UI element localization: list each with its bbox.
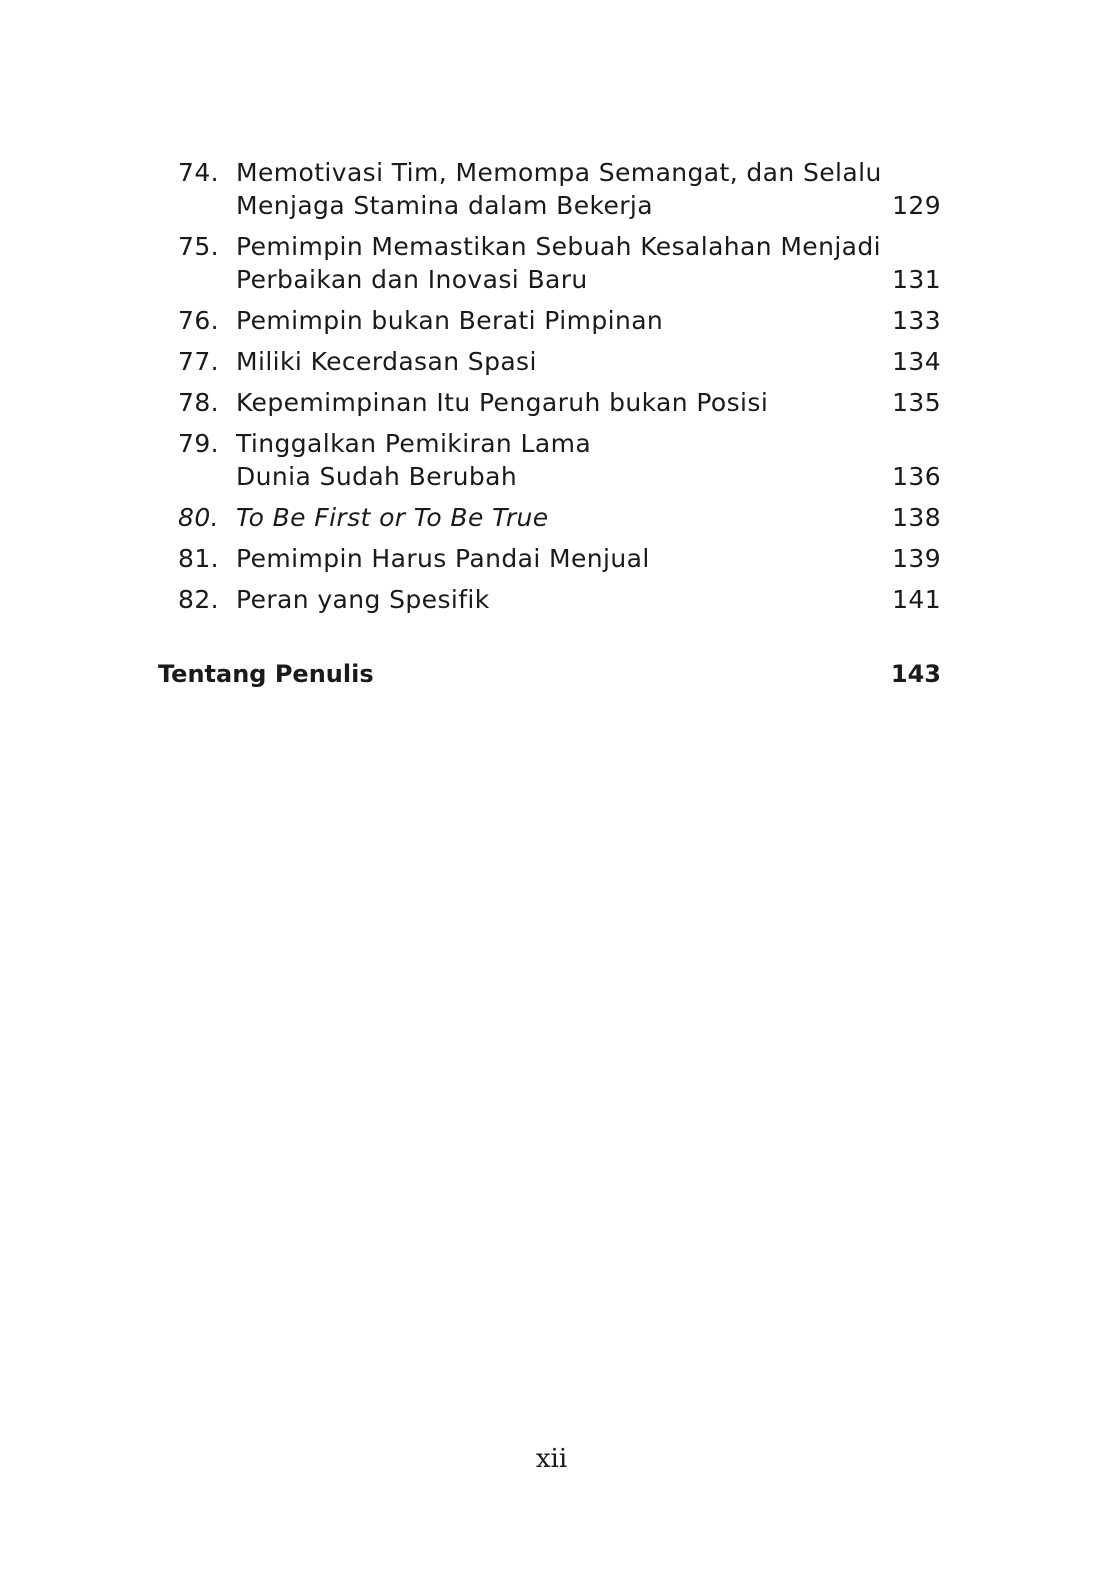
entry-title [236, 427, 876, 493]
entry-title-line: Pemimpin Memastikan Sebuah Kesalahan Menjadi [236, 232, 882, 261]
entry-title-line: Pemimpin Harus Pandai Menjual [236, 544, 650, 573]
entry-number: 80. [178, 503, 219, 532]
entry-page-number: 136 [892, 462, 941, 491]
entry-page-number: 141 [892, 585, 941, 614]
page-folio: xii [535, 1444, 568, 1474]
entry-number: 82. [178, 585, 219, 614]
entry-title-line: Memotivasi Tim, Memompa Semangat, dan Selalu [236, 158, 882, 187]
entry-page-number: 133 [892, 306, 941, 335]
entry-title: Tentang Penulis [158, 660, 374, 688]
entry-number: 81. [178, 544, 219, 573]
entry-title-line: Dunia Sudah Berubah [236, 462, 518, 491]
entry-page-number: 134 [892, 347, 941, 376]
entry-number: 76. [178, 306, 219, 335]
entry-number: 77. [178, 347, 219, 376]
entry-title [236, 542, 876, 575]
entry-title [236, 345, 876, 378]
entry-number: 75. [178, 232, 219, 261]
entry-page-number: 138 [892, 503, 941, 532]
entry-page-number: 131 [892, 265, 941, 294]
entry-title-line: To Be First or To Be True [236, 503, 549, 532]
entry-page-number: 143 [890, 660, 941, 688]
entry-title [236, 156, 882, 222]
entry-title [236, 304, 876, 337]
entry-number: 78. [178, 388, 219, 417]
entry-title-line: Perbaikan dan Inovasi Baru [236, 265, 588, 294]
entry-title-line: Tinggalkan Pemikiran Lama [236, 429, 592, 458]
entry-title-line: Kepemimpinan Itu Pengaruh bukan Posisi [236, 388, 769, 417]
entry-title [236, 501, 876, 534]
entry-title-line: Miliki Kecerdasan Spasi [236, 347, 537, 376]
entry-title-line: Menjaga Stamina dalam Bekerja [236, 191, 653, 220]
entry-number: 74. [178, 158, 219, 187]
entry-page-number: 139 [892, 544, 941, 573]
entry-title [236, 386, 876, 419]
entry-title [236, 230, 882, 296]
entry-number: 79. [178, 429, 219, 458]
entry-page-number: 135 [892, 388, 941, 417]
entry-title-line: Pemimpin bukan Berati Pimpinan [236, 306, 664, 335]
entry-title [236, 583, 876, 616]
entry-title-line: Peran yang Spesifik [236, 585, 490, 614]
entry-page-number: 129 [892, 191, 941, 220]
